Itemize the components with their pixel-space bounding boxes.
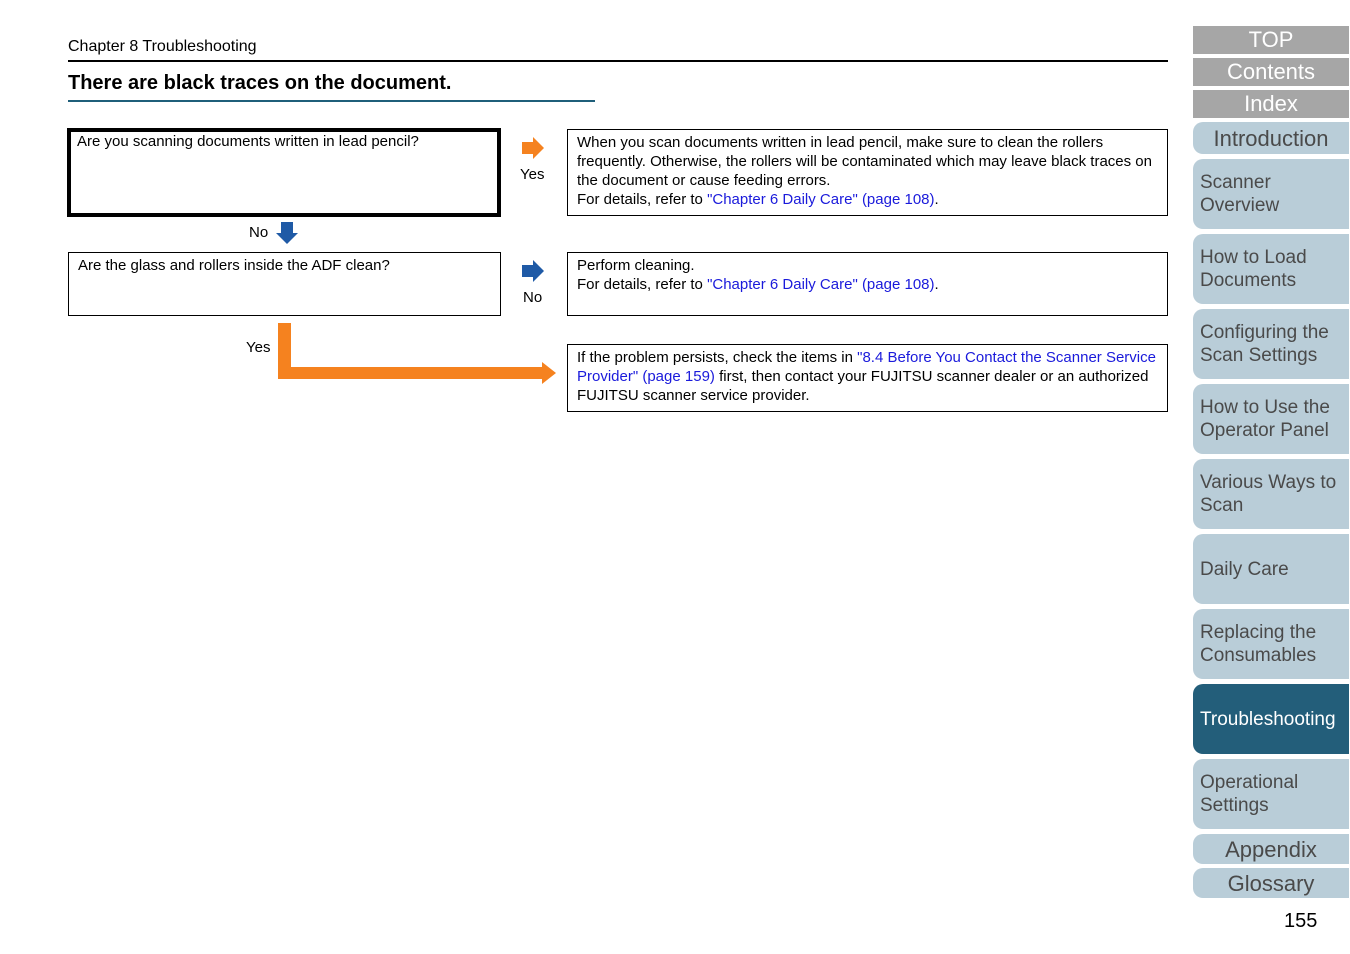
- nav-glossary-tab[interactable]: Glossary: [1193, 868, 1349, 898]
- nav-ways-to-scan-tab[interactable]: Various Ways to Scan: [1193, 459, 1349, 529]
- answer-1-period: .: [934, 191, 939, 208]
- answer-3-text: If the problem persists, check the items in: [577, 349, 858, 366]
- q2-no-label: No: [523, 289, 543, 306]
- question-1-text: Are you scanning documents written in lead pencil?: [77, 133, 419, 150]
- nav-scan-settings-tab[interactable]: Configuring the Scan Settings: [1193, 309, 1349, 379]
- answer-2-box: [567, 252, 1168, 316]
- page-title: There are black traces on the document.: [68, 72, 452, 94]
- answer-3-box: [567, 344, 1168, 412]
- nav-top-button[interactable]: TOP: [1193, 26, 1349, 54]
- answer-3-text-end: first, then contact your FUJITSU scanner dealer or an authorized FUJITSU scanner service provider.: [577, 368, 1149, 404]
- answer-2-period: .: [934, 276, 939, 293]
- q2-yes-label: Yes: [246, 339, 271, 356]
- yes-arrow-right-icon: [522, 137, 546, 161]
- nav-consumables-tab[interactable]: Replacing the Consumables: [1193, 609, 1349, 679]
- chapter-header: Chapter 8 Troubleshooting: [68, 38, 257, 55]
- nav-daily-care-tab[interactable]: Daily Care: [1193, 534, 1349, 604]
- nav-introduction-tab[interactable]: Introduction: [1193, 122, 1349, 154]
- nav-scanner-overview-tab[interactable]: Scanner Overview: [1193, 159, 1349, 229]
- answer-2-refer: For details, refer to: [577, 276, 708, 293]
- answer-1-text: When you scan documents written in lead pencil, make sure to clean the rollers frequently. Otherwise, the rollers will be contaminated which may leave black traces on the document or cause feeding errors.: [577, 134, 1152, 189]
- answer-1-refer: For details, refer to: [577, 191, 708, 208]
- no-arrow-right-icon: [522, 260, 546, 284]
- daily-care-link-1[interactable]: "Chapter 6 Daily Care" (page 108): [707, 191, 935, 208]
- question-2-box: [68, 252, 501, 316]
- nav-load-documents-tab[interactable]: How to Load Documents: [1193, 234, 1349, 304]
- nav-contents-button[interactable]: Contents: [1193, 58, 1349, 86]
- header-rule: [68, 60, 1168, 62]
- page-number: 155: [1284, 910, 1318, 932]
- title-underline: [68, 100, 595, 102]
- question-1-box: [67, 128, 501, 217]
- question-2-text: Are the glass and rollers inside the ADF clean?: [78, 257, 390, 274]
- q1-no-label: No: [249, 224, 269, 241]
- no-arrow-down-icon: [276, 222, 298, 246]
- answer-1-box: [567, 129, 1168, 216]
- yes-elbow-arrow-icon: [278, 323, 558, 385]
- nav-index-button[interactable]: Index: [1193, 90, 1349, 118]
- nav-operator-panel-tab[interactable]: How to Use the Operator Panel: [1193, 384, 1349, 454]
- nav-troubleshooting-tab[interactable]: Troubleshooting: [1193, 684, 1349, 754]
- contact-provider-link[interactable]: "8.4 Before You Contact the Scanner Service Provider" (page 159): [577, 349, 1156, 385]
- nav-operational-settings-tab[interactable]: Operational Settings: [1193, 759, 1349, 829]
- nav-appendix-tab[interactable]: Appendix: [1193, 834, 1349, 864]
- answer-2-text: Perform cleaning.: [577, 257, 695, 274]
- q1-yes-label: Yes: [520, 166, 545, 183]
- daily-care-link-2[interactable]: "Chapter 6 Daily Care" (page 108): [707, 276, 935, 293]
